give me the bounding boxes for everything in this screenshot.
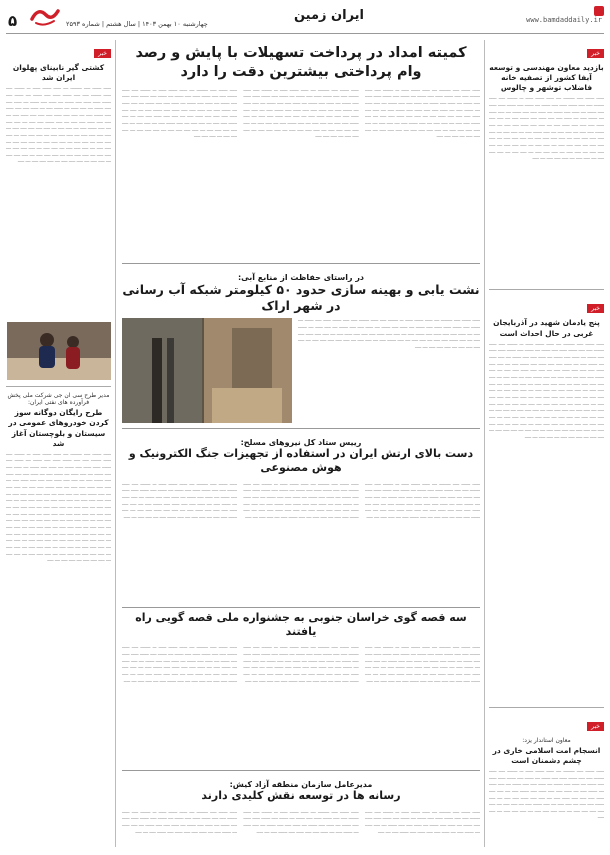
story-3-body-col-2: ــــــ ـــــــ ـــــ ـــــــــ ــــ ــــــ ـــــــ ــــــ ـــ ــــــــ ـــــ ــــــ ــــــــ ـــــ ـــــ ـــــــ ــــــ ـــــ ـــــــ ــــ ـــــــ ـــــ ـــــــ ــــــ ــــــ ـــــ ـــــــ ــــ ــــــ ـــــ ـــــــ ــــ ــــــ ـــــ ـــــ ـــــــ ــــ ـــــ ــــــ ــــ ـــــــ ـــــ ــــ ــــــ ـــــ ـــــ ــــــ ـــــ ـــــــ ـــــ ــــ ـــــ ـــــ ــــــ ـــــ ـــــ ـــــ ــــــ ـــــ ــــ ـــــ ـــــ ــــــ ـــــ ـــــ ــــ ـــــ ـــــــ ـــــ ـــــ ــــ ـــــ ـــــ ــــ ـــــ ـــــــ ـــــ ــــ ـــــ ـــــ ــــ ـــــ [243, 481, 359, 521]
story-5-body-col-3: ــــــ ـــــــ ـــــ ـــــــــ ــــ ــــــ ـــــــ ــــــ ـــ ــــــــ ـــــ ــــــ ــــــــ ـــــ ـــــ ـــــــ ــــــ ـــــ ـــــــ ــــ ـــــــ ـــــ ـــــــ ــــــ ــــــ ـــــ ـــــــ ــــ ــــــ ـــــ ـــــــ ــــ ــــــ ـــــ ـــــ ـــــــ ــــ ـــــ ــــــ ــــ ـــــــ ـــــ ــــ ــــــ ـــــ ـــــ ــــــ ـــــ ـــــــ ـــــ ــــ ـــــ [122, 809, 238, 835]
story-2-kicker: در راستای حفاظت از منابع آبی: [237, 272, 365, 282]
page-number: ۵ [8, 12, 18, 30]
water-pipe-photo [122, 318, 292, 423]
story-4-body-col-3: ــــــ ـــــــ ـــــ ـــــــــ ــــ ــــــ ـــــــ ــــــ ـــ ــــــــ ـــــ ــــــ ــــــــ ـــــ ـــــ ـــــــ ــــــ ـــــ ـــــــ ــــ ـــــــ ـــــ ـــــــ ــــــ ــــــ ـــــ ـــــــ ــــ ــــــ ـــــ ـــــــ ــــ ــــــ ـــــ ـــــ ـــــــ ــــ ـــــ ــــــ ــــ ـــــــ ـــــ ــــ ــــــ ـــــ ـــــ ــــــ ـــــ ـــــــ ـــــ ــــ ـــــ ـــــ ــــــ ـــــ ـــــ ـــــ ــــــ ـــــ ــــ ـــــ ـــــ ــــــ ـــــ ـــــ ــــ ـــــ ـــــــ ـــــ ـــــ ــــ ـــــ ـــــ ــــ ـــــ ـــــــ ـــــ ــــ ـــــ ـــــ ــــ ـــــ [122, 645, 238, 684]
section-tag: خبر [587, 722, 604, 731]
divider [489, 289, 604, 290]
story-5 [122, 770, 480, 855]
story-2-headline[interactable]: نشت یابی و بهینه سازی حدود ۵۰ کیلومتر شبکه آب رسانی در شهر اراک [122, 281, 480, 313]
left-story-2-body: ــــــ ـــــــ ـــــ ـــــــــ ــــ ــــــ ـــــــ ــــــ ـــ ــــــــ ـــــ ــــــ ــــــــ ـــــ ـــــ ـــــــ ــــــ ـــــ ـــــــ ــــ ـــــــ ـــــ ـــــــ ــــــ ــــــ ـــــ ـــــــ ــــ ــــــ ـــــ ـــــــ ــــ ــــــ ـــــ ـــــ ـــــــ ــــ ـــــ ــــــ ــــ ـــــــ ـــــ ــــ ــــــ ـــــ ـــــ ــــــ ـــــ ـــــــ ـــــ ــــ ـــــ ـــــ ــــــ ـــــ ـــــ ـــــ ــــــ ـــــ ــــ ـــــ ـــــ ــــــ ـــــ ـــــ ــــ ـــــ ـــــــ ـــــ ـــــ ــــ ـــــ ـــــ ــــ ـــــ ـــــــ ـــــ ــــ ـــــ ـــــ ــــ ـــــ ـــــ ـــــ ـــــ ـــــ ــــ ـــــ ـــــ ـــــ ـــــ ــــ ـــــ ـــــ ـــــ ــــ ـــــ ـــــ ـــــ ــــ ـــــ ـــــ ـــــ ــــ ـــــ ـــــ ــــ ـــــ ـــــ ـــــ ــــ ـــــ ـــــ ـــــ ــــ ـــــ ـــــ ــــ ـــــ ـــــ ـــــ ــــ ـــــ ـــــ ــــ ـــــ ـــــ ـــــ ــــ ـــــ ـــــ ــــ ـــــ ـــــ ـــــ ــــ ـــــ ـــــ ـــــ ــــ ـــــ ـــــ ـــــ ــــ ـــــ ـــــ ــــ ـــــ ـــــ ـــــ ــــ ـــــ ـــــ ـــــ ــــ ـــــ ـــــ ــــ ـــــ ـــــ ـــــ ــــ ـــــ ـــــ ــــ ـــــ ـــــ ـــــ ــــ ـــــ ـــــ ــــ ـــــ ـــــ ـــــ ــــ ـــــ ـــــ ــــ ـــــ ـــــ ـــــ ــــ ـــــ ـــــ ــــ ـــــ ـــــ ـــــ ــــ ـــــ ـــــ ــــ ـــــ ـــــ ـــــ ــــ ـــــ ـــــ ــــ ـــــ ـــــ ـــــ ــــ ـــــ ـــــ ــــ ـــــ ـــــ ـــــ ــــ ـــــ ـــــ ــــ ـــــ ـــــ ـــــ ــــ ـــــ ـــــ ــــ ـــــ [6, 451, 111, 564]
story-3-kicker: رییس ستاد کل نیروهای مسلح: [240, 438, 362, 448]
story-4-headline[interactable]: سه قصه گوی خراسان جنوبی به جشنواره ملی قصه گویی راه یافتند [135, 610, 467, 639]
right-story-2-body: ــــــ ـــــــ ـــــ ـــــــــ ــــ ــــــ ـــــــ ــــــ ـــ ــــــــ ـــــ ــــــ ــــــــ ـــــ ـــــ ـــــــ ــــــ ـــــ ـــــــ ــــ ـــــــ ـــــ ـــــــ ــــــ ــــــ ـــــ ـــــــ ــــ ــــــ ـــــ ـــــــ ــــ ــــــ ـــــ ـــــ ـــــــ ــــ ـــــ ــــــ ــــ ـــــــ ـــــ ــــ ــــــ ـــــ ـــــ ــــــ ـــــ ـــــــ ـــــ ــــ ـــــ ـــــ ــــــ ـــــ ـــــ ـــــ ــــــ ـــــ ــــ ـــــ ـــــ ــــــ ـــــ ـــــ ــــ ـــــ ـــــــ ـــــ ـــــ ــــ ـــــ ـــــ ــــ ـــــ ـــــــ ـــــ ــــ ـــــ ـــــ ــــ ـــــ ـــــ ـــــ ـــــ ـــــ ــــ ـــــ ـــــ ـــــ ـــــ ــــ ـــــ ـــــ ـــــ ــــ ـــــ ـــــ ـــــ ــــ ـــــ ـــــ ـــــ ــــ ـــــ ـــــ ــــ ـــــ ـــــ ـــــ ــــ ـــــ ـــــ ـــــ ــــ ـــــ ـــــ ــــ ـــــ ـــــ ـــــ ــــ ـــــ ـــــ ــــ ـــــ ـــــ ـــــ ــــ ـــــ ـــــ ــــ ـــــ ـــــ ـــــ ــــ ـــــ ـــــ ـــــ ــــ ـــــ ـــــ ـــــ ــــ ـــــ ـــــ ــــ ـــــ ـــــ ـــــ ــــ ـــــ ـــــ ـــــ ــــ ـــــ ـــــ ــــ ـــــ ـــــ ـــــ ــــ ـــــ ـــــ ــــ ـــــ ـــــ ـــــ ــــ ـــــ ـــــ ــــ ـــــ ـــــ ـــــ ــــ ـــــ ـــــ ــــ ـــــ ـــــ ـــــ ــــ ـــــ ـــــ ــــ ـــــ ـــــ ـــــ ــــ ـــــ ـــــ ــــ ـــــ ـــــ ـــــ ــــ ـــــ ـــــ ــــ ـــــ ـــــ ـــــ ــــ ـــــ ـــــ ــــ ـــــ ـــــ ـــــ ــــ ـــــ ـــــ ــــ ـــــ [489, 341, 604, 440]
story-5-kicker: مدیرعامل سازمان منطقه آزاد کیش: [229, 780, 373, 790]
divider [489, 707, 604, 708]
page-header [6, 4, 604, 34]
section-tag: خبر [587, 49, 604, 58]
lead-body [122, 88, 480, 258]
story-5-body-col-2: ــــــ ـــــــ ـــــ ـــــــــ ــــ ــــــ ـــــــ ــــــ ـــ ــــــــ ـــــ ــــــ ــــــــ ـــــ ـــــ ـــــــ ــــــ ـــــ ـــــــ ــــ ـــــــ ـــــ ـــــــ ــــــ ــــــ ـــــ ـــــــ ــــ ــــــ ـــــ ـــــــ ــــ ــــــ ـــــ ـــــ ـــــــ ــــ ـــــ ــــــ ــــ ـــــــ ـــــ ــــ ــــــ ـــــ ـــــ ــــــ ـــــ ـــــــ ـــــ ــــ ـــــ [243, 809, 359, 835]
section-tag: خبر [587, 304, 604, 313]
story-2-body: ــــــ ـــــــ ـــــ ـــــــــ ــــ ــــــ ـــــــ ــــــ ـــ ــــــــ ـــــ ــــــ ــــــــ ـــــ ـــــ ـــــــ ــــــ ـــــ ـــــــ ــــ ـــــــ ـــــ ـــــــ ــــــ ــــــ ـــــ ـــــــ ــــ ــــــ ـــــ ـــــــ ــــ ــــــ ـــــ ـــــ ـــــــ ــــ ـــــ ــــــ ــــ ـــــــ ـــــ ــــ ــــــ ـــــ ـــــ ــــــ ـــــ ـــــــ ـــــ ــــ ـــــ ـــــ ــــــ ـــــ ـــــ ـــــ ــــــ ـــــ ــــ ـــــ ـــــ ــــــ ـــــ ـــــ ــــ ـــــ ـــــــ ـــــ ـــــ ــــ ـــــ ـــــ ــــ ـــــ ـــــــ ـــــ ــــ ـــــ ـــــ ــــ ـــــ ـــــ ـــــ ـــــ ـــــ ــــ ـــــ ـــــ ـــــ ـــــ ــــ ـــــ ـــــ ـــــ ــــ ـــــ [298, 318, 480, 350]
lead-body-col-1: ــــــ ـــــــ ـــــ ـــــــــ ــــ ــــــ ـــــــ ــــــ ـــ ــــــــ ـــــ ــــــ ــــــــ ـــــ ـــــ ـــــــ ــــــ ـــــ ـــــــ ــــ ـــــــ ـــــ ـــــــ ــــــ ــــــ ـــــ ـــــــ ــــ ــــــ ـــــ ـــــــ ــــ ــــــ ـــــ ـــــ ـــــــ ــــ ـــــ ــــــ ــــ ـــــــ ـــــ ــــ ــــــ ـــــ ـــــ ــــــ ـــــ ـــــــ ـــــ ــــ ـــــ ـــــ ــــــ ـــــ ـــــ ـــــ ــــــ ـــــ ــــ ـــــ ـــــ ــــــ ـــــ ـــــ ــــ ـــــ ـــــــ ـــــ ـــــ ــــ ـــــ ـــــ ــــ ـــــ ـــــــ ـــــ ــــ ـــــ ـــــ ــــ ـــــ ـــــ ـــــ ـــــ ـــــ ــــ ـــــ ـــــ ـــــ ـــــ ــــ ـــــ ـــــ ـــــ ــــ ـــــ ـــــ ـــــ ــــ ـــــ ـــــ ـــــ [364, 87, 480, 140]
story-4-body-col-1: ــــــ ـــــــ ـــــ ـــــــــ ــــ ــــــ ـــــــ ــــــ ـــ ــــــــ ـــــ ــــــ ــــــــ ـــــ ـــــ ـــــــ ــــــ ـــــ ـــــــ ــــ ـــــــ ـــــ ـــــــ ــــــ ــــــ ـــــ ـــــــ ــــ ــــــ ـــــ ـــــــ ــــ ــــــ ـــــ ـــــ ـــــــ ــــ ـــــ ــــــ ــــ ـــــــ ـــــ ــــ ــــــ ـــــ ـــــ ــــــ ـــــ ـــــــ ـــــ ــــ ـــــ ـــــ ــــــ ـــــ ـــــ ـــــ ــــــ ـــــ ــــ ـــــ ـــــ ــــــ ـــــ ـــــ ــــ ـــــ ـــــــ ـــــ ـــــ ــــ ـــــ ـــــ ــــ ـــــ ـــــــ ـــــ ــــ ـــــ ـــــ ــــ ـــــ [364, 645, 480, 684]
left-story-1-body: ــــــ ـــــــ ـــــ ـــــــــ ــــ ــــــ ـــــــ ــــــ ـــ ــــــــ ـــــ ــــــ ــــــــ ـــــ ـــــ ـــــــ ــــــ ـــــ ـــــــ ــــ ـــــــ ـــــ ـــــــ ــــــ ــــــ ـــــ ـــــــ ــــ ــــــ ـــــ ـــــــ ــــ ــــــ ـــــ ـــــ ـــــــ ــــ ـــــ ــــــ ــــ ـــــــ ـــــ ــــ ــــــ ـــــ ـــــ ــــــ ـــــ ـــــــ ـــــ ــــ ـــــ ـــــ ــــــ ـــــ ـــــ ـــــ ــــــ ـــــ ــــ ـــــ ـــــ ــــــ ـــــ ـــــ ــــ ـــــ ـــــــ ـــــ ـــــ ــــ ـــــ ـــــ ــــ ـــــ ـــــــ ـــــ ــــ ـــــ ـــــ ــــ ـــــ ـــــ ـــــ ـــــ ـــــ ــــ ـــــ ـــــ ـــــ ـــــ ــــ ـــــ ـــــ ـــــ ــــ ـــــ ـــــ ـــــ ــــ ـــــ ـــــ ـــــ ــــ ـــــ ـــــ ــــ ـــــ ـــــ ـــــ ــــ ـــــ ـــــ ـــــ ــــ ـــــ ـــــ ــــ ـــــ ـــــ ـــــ ــــ ـــــ ـــــ ــــ ـــــ ـــــ ـــــ ــــ ـــــ ـــــ ــــ ـــــ ـــــ ـــــ ــــ ـــــ ـــــ ـــــ ــــ ـــــ ـــــ ـــــ ــــ ـــــ ـــــ ــــ ـــــ ـــــ ـــــ ــــ ـــــ ـــــ ـــــ ــــ ـــــ [6, 86, 111, 165]
story-5-headline[interactable]: رسانه ها در توسعه نقش کلیدی دارند [201, 789, 401, 803]
wrestler-photo [7, 322, 111, 380]
left-story-1-headline[interactable]: کشتی گیر نابینای پهلوان ایران شد [12, 63, 105, 83]
right-story-3-body: ــــــ ـــــــ ـــــ ـــــــــ ــــ ــــــ ـــــــ ــــــ ـــ ــــــــ ـــــ ــــــ ــــــــ ـــــ ـــــ ـــــــ ــــــ ـــــ ـــــــ ــــ ـــــــ ـــــ ـــــــ ــــــ ــــــ ـــــ ـــــــ ــــ ــــــ ـــــ ـــــــ ــــ ــــــ ـــــ ـــــ ـــــــ ــــ ـــــ ــــــ ــــ ـــــــ ـــــ ــــ ــــــ ـــــ ـــــ ــــــ ـــــ ـــــــ ـــــ ــــ ـــــ ـــــ ــــــ ـــــ ـــــ ـــــ ــــــ ـــــ ــــ ـــــ ـــــ ــــــ ـــــ ـــــ ــــ ـــــ ـــــــ ـــــ ـــــ ــــ ـــــ ـــــ ــــ ـــــ ـــــــ ـــــ ــــ ـــــ ـــــ ــــ ـــــ ـــــ ـــــ ـــــ ـــــ ــــ ـــــ ـــــ ـــــ ـــــ ــــ ـــــ ـــــ ـــــ ــــ ـــــ ـــــ [489, 768, 604, 821]
section-tag: خبر [94, 49, 111, 58]
right-story-1-body: ــــــ ـــــــ ـــــ ـــــــــ ــــ ــــــ ـــــــ ــــــ ـــ ــــــــ ـــــ ــــــ ــــــــ ـــــ ـــــ ـــــــ ــــــ ـــــ ـــــــ ــــ ـــــــ ـــــ ـــــــ ــــــ ــــــ ـــــ ـــــــ ــــ ــــــ ـــــ ـــــــ ــــ ــــــ ـــــ ـــــ ـــــــ ــــ ـــــ ــــــ ــــ ـــــــ ـــــ ــــ ــــــ ـــــ ـــــ ــــــ ـــــ ـــــــ ـــــ ــــ ـــــ ـــــ ــــــ ـــــ ـــــ ـــــ ــــــ ـــــ ــــ ـــــ ـــــ ــــــ ـــــ ـــــ ــــ ـــــ ـــــــ ـــــ ـــــ ــــ ـــــ ـــــ ــــ ـــــ ـــــــ ـــــ ــــ ـــــ ـــــ ــــ ـــــ ـــــ ـــــ ـــــ ـــــ ــــ ـــــ ـــــ ـــــ ـــــ ــــ ـــــ ـــــ ـــــ ــــ ـــــ ـــــ ـــــ ــــ ـــــ ـــــ ـــــ ــــ ـــــ ـــــ ــــ ـــــ ـــــ ـــــ ــــ ـــــ ـــــ ـــــ ــــ ـــــ ـــــ ــــ ـــــ ـــــ ـــــ ــــ ـــــ ـــــ ــــ ـــــ ـــــ ـــــ ــــ ـــــ ـــــ ــــ ـــــ ـــــ ـــــ ــــ ـــــ [489, 96, 604, 162]
story-3-body-col-1: ــــــ ـــــــ ـــــ ـــــــــ ــــ ــــــ ـــــــ ــــــ ـــ ــــــــ ـــــ ــــــ ــــــــ ـــــ ـــــ ـــــــ ــــــ ـــــ ـــــــ ــــ ـــــــ ـــــ ـــــــ ــــــ ــــــ ـــــ ـــــــ ــــ ــــــ ـــــ ـــــــ ــــ ــــــ ـــــ ـــــ ـــــــ ــــ ـــــ ــــــ ــــ ـــــــ ـــــ ــــ ــــــ ـــــ ـــــ ــــــ ـــــ ـــــــ ـــــ ــــ ـــــ ـــــ ــــــ ـــــ ـــــ ـــــ ــــــ ـــــ ــــ ـــــ ـــــ ــــــ ـــــ ـــــ ــــ ـــــ ـــــــ ـــــ ـــــ ــــ ـــــ ـــــ ــــ ـــــ ـــــــ ـــــ ــــ ـــــ ـــــ ــــ ـــــ [364, 481, 480, 521]
right-story-3-headline[interactable]: انسجام امت اسلامی خاری در چشم دشمنان است [492, 745, 601, 765]
section-title: ایران زمین [293, 8, 364, 23]
lead-body-col-2: ــــــ ـــــــ ـــــ ـــــــــ ــــ ــــــ ـــــــ ــــــ ـــ ــــــــ ـــــ ــــــ ــــــــ ـــــ ـــــ ـــــــ ــــــ ـــــ ـــــــ ــــ ـــــــ ـــــ ـــــــ ــــــ ــــــ ـــــ ـــــــ ــــ ــــــ ـــــ ـــــــ ــــ ــــــ ـــــ ـــــ ـــــــ ــــ ـــــ ــــــ ــــ ـــــــ ـــــ ــــ ــــــ ـــــ ـــــ ــــــ ـــــ ـــــــ ـــــ ــــ ـــــ ـــــ ــــــ ـــــ ـــــ ـــــ ــــــ ـــــ ــــ ـــــ ـــــ ــــــ ـــــ ـــــ ــــ ـــــ ـــــــ ـــــ ـــــ ــــ ـــــ ـــــ ــــ ـــــ ـــــــ ـــــ ــــ ـــــ ـــــ ــــ ـــــ ـــــ ـــــ ـــــ ـــــ ــــ ـــــ ـــــ ـــــ ـــــ ــــ ـــــ ـــــ ـــــ ــــ ـــــ ـــــ ـــــ ــــ ـــــ ـــــ ـــــ [243, 87, 359, 140]
left-story-2-headline[interactable]: طرح رایگان دوگانه سوز کردن خودروهای عمومی در سیستان و بلوچستان آغاز شد [8, 408, 109, 448]
story-5-body-col-1: ــــــ ـــــــ ـــــ ـــــــــ ــــ ــــــ ـــــــ ــــــ ـــ ــــــــ ـــــ ــــــ ــــــــ ـــــ ـــــ ـــــــ ــــــ ـــــ ـــــــ ــــ ـــــــ ـــــ ـــــــ ــــــ ــــــ ـــــ ـــــــ ــــ ــــــ ـــــ ـــــــ ــــ ــــــ ـــــ ـــــ ـــــــ ــــ ـــــ ــــــ ــــ ـــــــ ـــــ ــــ ــــــ ـــــ ـــــ ــــــ ـــــ ـــــــ ـــــ ــــ ـــــ [364, 809, 480, 835]
story-4-body-col-2: ــــــ ـــــــ ـــــ ـــــــــ ــــ ــــــ ـــــــ ــــــ ـــ ــــــــ ـــــ ــــــ ــــــــ ـــــ ـــــ ـــــــ ــــــ ـــــ ـــــــ ــــ ـــــــ ـــــ ـــــــ ــــــ ــــــ ـــــ ـــــــ ــــ ــــــ ـــــ ـــــــ ــــ ــــــ ـــــ ـــــ ـــــــ ــــ ـــــ ــــــ ــــ ـــــــ ـــــ ــــ ــــــ ـــــ ـــــ ــــــ ـــــ ـــــــ ـــــ ــــ ـــــ ـــــ ــــــ ـــــ ـــــ ـــــ ــــــ ـــــ ــــ ـــــ ـــــ ــــــ ـــــ ـــــ ــــ ـــــ ـــــــ ـــــ ـــــ ــــ ـــــ ـــــ ــــ ـــــ ـــــــ ـــــ ــــ ـــــ ـــــ ــــ ـــــ [243, 645, 359, 684]
right-story-1-headline[interactable]: بازدید معاون مهندسی و توسعه آبفا کشور از تصفیه خانه فاضلاب توشهر و چالوس [489, 63, 604, 93]
lead-headline[interactable]: کمیته امداد در پرداخت تسهیلات با پایش و رصد وام پرداختی بیشترین دقت را دارد [135, 45, 467, 80]
lead-body-col-3: ــــــ ـــــــ ـــــ ـــــــــ ــــ ــــــ ـــــــ ــــــ ـــ ــــــــ ـــــ ــــــ ــــــــ ـــــ ـــــ ـــــــ ــــــ ـــــ ـــــــ ــــ ـــــــ ـــــ ـــــــ ــــــ ــــــ ـــــ ـــــــ ــــ ــــــ ـــــ ـــــــ ــــ ــــــ ـــــ ـــــ ـــــــ ــــ ـــــ ــــــ ــــ ـــــــ ـــــ ــــ ــــــ ـــــ ـــــ ــــــ ـــــ ـــــــ ـــــ ــــ ـــــ ـــــ ــــــ ـــــ ـــــ ـــــ ــــــ ـــــ ــــ ـــــ ـــــ ــــــ ـــــ ـــــ ــــ ـــــ ـــــــ ـــــ ـــــ ــــ ـــــ ـــــ ــــ ـــــ ـــــــ ـــــ ــــ ـــــ ـــــ ــــ ـــــ ـــــ ـــــ ـــــ ـــــ ــــ ـــــ ـــــ ـــــ ـــــ ــــ ـــــ ـــــ ـــــ ــــ ـــــ ـــــ ـــــ ــــ ـــــ ـــــ ـــــ [122, 87, 238, 140]
website-url[interactable]: www.bamdaddaily.ir [526, 16, 602, 24]
story-3-headline[interactable]: دست بالای ارتش ایران در استفاده از تجهیزات جنگ الکترونیک و هوش مصنوعی [128, 447, 474, 475]
right-column [484, 40, 604, 847]
left-story-2-kicker: مدیر طرح سی ان جی شرکت ملی پخش فرآورده های نفتی ایران: [7, 392, 110, 407]
story-3-body-col-3: ــــــ ـــــــ ـــــ ـــــــــ ــــ ــــــ ـــــــ ــــــ ـــ ــــــــ ـــــ ــــــ ــــــــ ـــــ ـــــ ـــــــ ــــــ ـــــ ـــــــ ــــ ـــــــ ـــــ ـــــــ ــــــ ــــــ ـــــ ـــــــ ــــ ــــــ ـــــ ـــــــ ــــ ــــــ ـــــ ـــــ ـــــــ ــــ ـــــ ــــــ ــــ ـــــــ ـــــ ــــ ــــــ ـــــ ـــــ ــــــ ـــــ ـــــــ ـــــ ــــ ـــــ ـــــ ــــــ ـــــ ـــــ ـــــ ــــــ ـــــ ــــ ـــــ ـــــ ــــــ ـــــ ـــــ ــــ ـــــ ـــــــ ـــــ ـــــ ــــ ـــــ ـــــ ــــ ـــــ ـــــــ ـــــ ــــ ـــــ ـــــ ــــ ـــــ [122, 481, 238, 521]
story-3 [122, 428, 480, 602]
right-story-2-headline[interactable]: پنج یادمان شهید در آذربایجان غربی در حال احداث است [493, 318, 600, 338]
main-column [122, 40, 480, 847]
issue-dateline: چهارشنبه ۱۰ بهمن ۱۴۰۳ | سال هشتم | شماره ۲۵۹۳ [66, 20, 208, 28]
divider [6, 386, 111, 387]
newspaper-logo-icon [28, 5, 62, 29]
story-4 [122, 607, 480, 766]
right-story-3-kicker: معاون استاندار یزد: [522, 736, 571, 744]
story-2 [122, 263, 480, 424]
left-column [6, 40, 116, 847]
section-marker [594, 6, 604, 16]
